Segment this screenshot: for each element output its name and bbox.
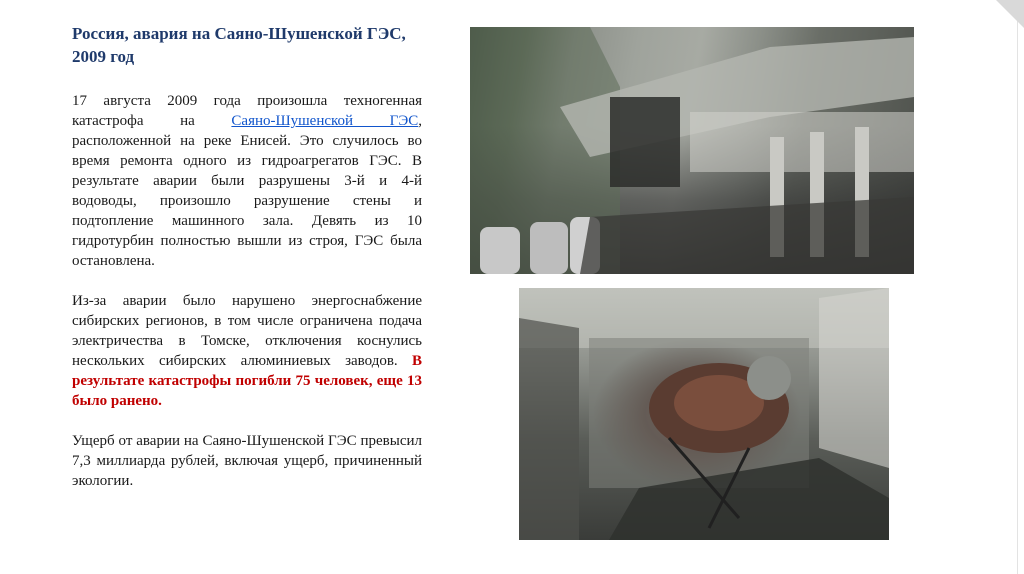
paragraph-consequences-body: Из-за аварии было нарушено энергоснабжение сибирских регионов, в том числе ограничена подача электричества в Томске, отключения коснулись нескольких сибирских алюминиевых заводов. [72, 293, 422, 369]
hydro-plant-link[interactable]: Саяно-Шушенской ГЭС [231, 113, 419, 129]
paragraph-incident [72, 91, 422, 271]
paragraph-consequences [72, 291, 422, 411]
casualties-text: В результате катастрофы погибли 75 человек, еще 13 было ранено. [72, 353, 422, 409]
dam-wreckage-illustration [470, 27, 914, 274]
dam-wreckage-photo [470, 27, 914, 274]
text-column [72, 22, 422, 511]
paragraph-incident-intro: 17 августа 2009 года произошла техногенная катастрофа на [72, 93, 422, 129]
destroyed-turbine-illustration [519, 288, 889, 540]
slide-corner-decoration [996, 0, 1024, 28]
paragraph-incident-body: , расположенной на реке Енисей. Это случилось во время ремонта одного из гидроагрегатов ГЭС. В результате аварии были разрушены 3-й и 4-й водоводы, произошло разрушение стены и подтопление машинного зала. Девять из 10 гидротурбин полностью вышли из строя, ГЭС была остановлена. [72, 113, 423, 269]
slide-edge-line [1017, 0, 1018, 574]
slide-title: Россия, авария на Саяно-Шушенской ГЭС, 2009 год [72, 24, 406, 66]
destroyed-turbine-photo [519, 288, 889, 540]
paragraph-damage: Ущерб от аварии на Саяно-Шушенской ГЭС превысил 7,3 миллиарда рублей, включая ущерб, причиненный экологии. [72, 433, 422, 489]
